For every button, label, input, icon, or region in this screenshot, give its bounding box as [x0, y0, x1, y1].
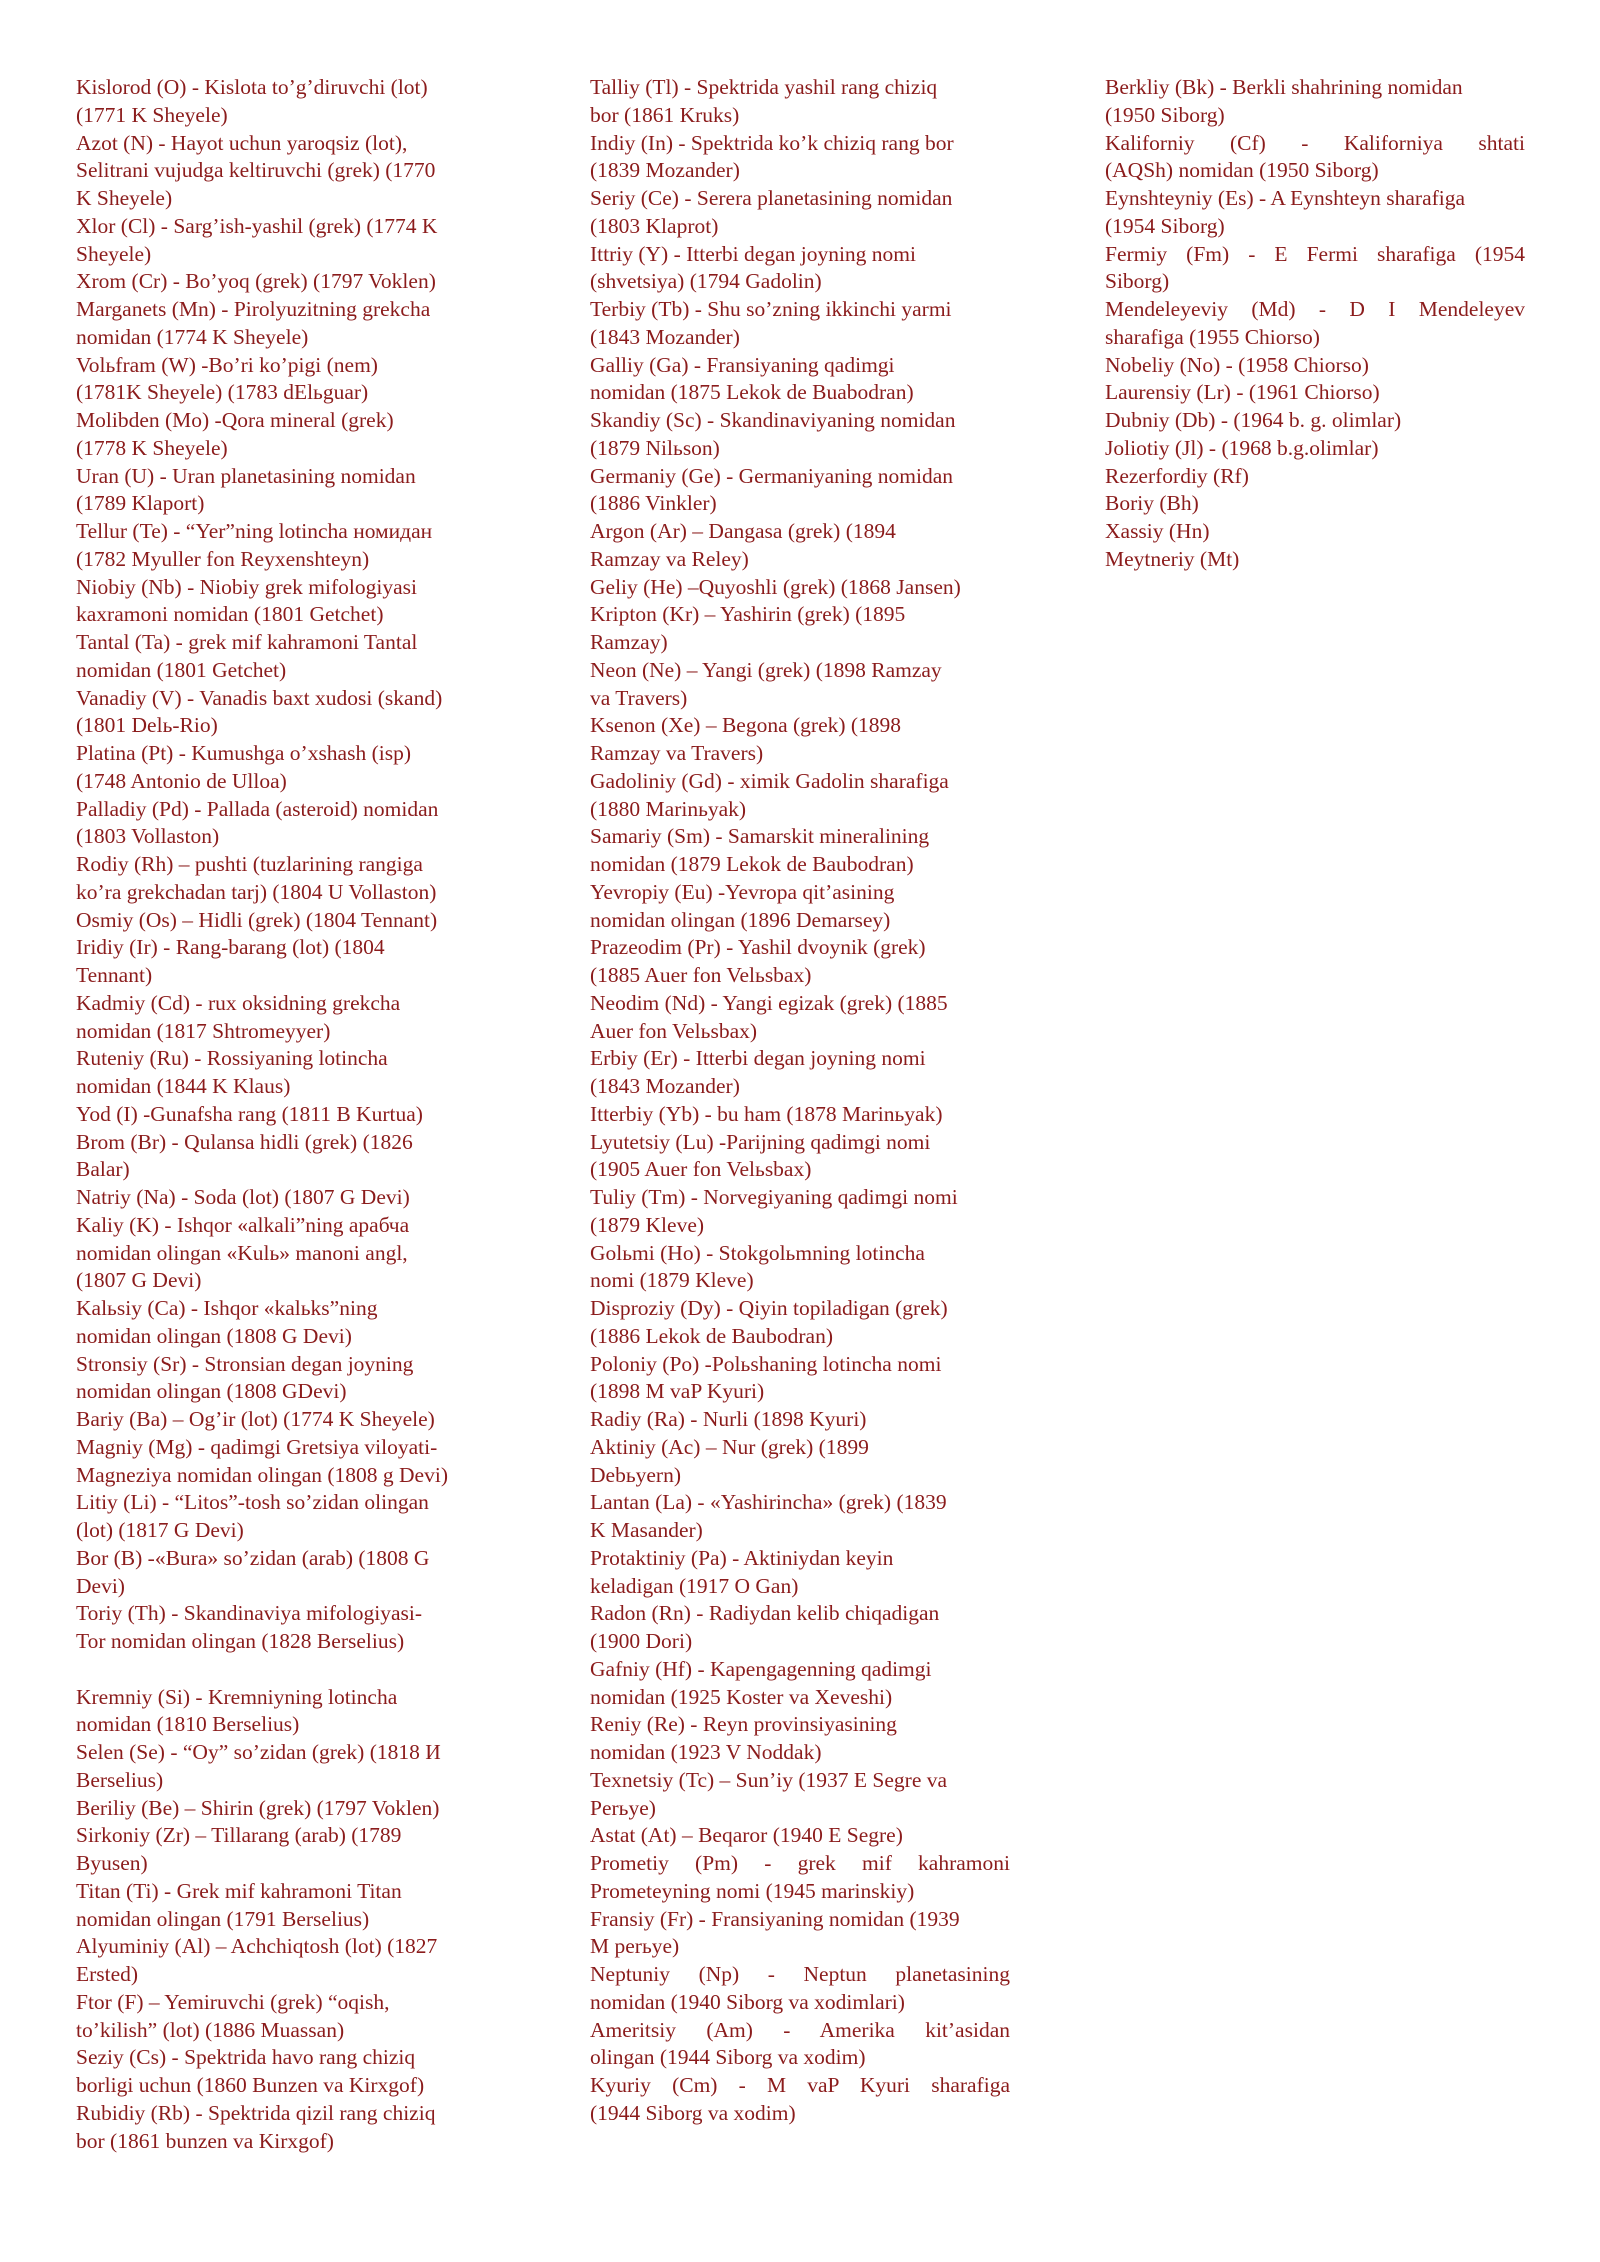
element-entry — [76, 1434, 506, 1490]
element-entry — [590, 1600, 1010, 1656]
entry-line: Tantal (Ta) - grek mif kahramoni Tantal — [76, 630, 418, 654]
element-entry — [76, 1212, 506, 1295]
column-3 — [1105, 74, 1525, 574]
element-entry — [76, 1045, 506, 1101]
element-entry — [590, 74, 1010, 130]
element-entry — [76, 934, 506, 990]
entry-line: Radiy (Ra) - Nurli (1898 Kyuri) — [590, 1407, 867, 1431]
entry-line: nomidan (1810 Berselius) — [76, 1712, 300, 1737]
entry-line: Texnetsiy (Tc) – Sun’iy (1937 E Segre va — [590, 1767, 948, 1792]
element-entry — [590, 1711, 1010, 1767]
element-entry — [590, 518, 1010, 574]
entry-line: Samariy (Sm) - Samarskit mineralining — [590, 824, 930, 849]
entry-line: (1905 Auer fon Velьsbax) — [590, 1157, 812, 1182]
element-entry — [76, 740, 506, 796]
element-entry — [1105, 518, 1525, 546]
entry-line: (1879 Nilьson) — [590, 435, 720, 460]
element-entry — [76, 1351, 506, 1407]
entry-line: Beriliy (Be) – Shirin (grek) (1797 Voklen) — [76, 1795, 440, 1820]
element-entry — [1105, 490, 1525, 518]
entry-line: Meytneriy (Mt) — [1105, 546, 1240, 571]
entry-line: (1879 Kleve) — [590, 1212, 705, 1237]
entry-line: Platina (Pt) - Kumushga o’xshash (isp) — [76, 741, 412, 765]
element-entry — [590, 1101, 1010, 1129]
entry-line: Lyutetsiy (Lu) -Parijning qadimgi nomi — [590, 1129, 931, 1154]
element-entry — [1105, 463, 1525, 491]
element-entry — [590, 990, 1010, 1046]
entry-line: Tuliy (Tm) - Norvegiyaning qadimgi nomi — [590, 1185, 958, 1209]
entry-line: Aktiniy (Ac) – Nur (grek) (1899 — [590, 1434, 869, 1459]
element-entry — [76, 907, 506, 935]
element-entry — [590, 1850, 1010, 1906]
entry-line: Magniy (Mg) - qadimgi Gretsiya viloyati- — [76, 1434, 438, 1459]
element-entry — [76, 1406, 506, 1434]
entry-line: Azot (N) - Hayot uchun yaroqsiz (lot), — [76, 130, 408, 155]
entry-line: Argon (Ar) – Dangasa (grek) (1894 — [590, 519, 896, 543]
entry-line: nomidan olingan (1896 Demarsey) — [590, 907, 891, 932]
entry-line: Sirkoniy (Zr) – Tillarang (arab) (1789 — [76, 1823, 402, 1848]
entry-line: (1803 Klaprot) — [590, 213, 719, 238]
element-entry — [590, 601, 1010, 657]
entry-line: Galliy (Ga) - Fransiyaning qadimgi — [590, 352, 895, 377]
entry-line: nomidan (1801 Getchet) — [76, 657, 287, 682]
entry-line: (1954 Siborg) — [1105, 213, 1225, 238]
element-entry — [590, 1184, 1010, 1240]
element-entry — [76, 268, 506, 296]
entry-line: Litiy (Li) - “Litos”-tosh so’zidan olingan — [76, 1490, 429, 1515]
element-entry — [76, 629, 506, 685]
entry-line: Itterbiy (Yb) - bu ham (1878 Marinьyak) — [590, 1101, 943, 1126]
entry-line: va Travers) — [590, 685, 688, 710]
entry-line: Byusen) — [76, 1851, 148, 1875]
entry-line: kaxramoni nomidan (1801 Getchet) — [76, 602, 384, 627]
entry-line: Mendeleyeviy (Md) - D I Mendeleyev — [1105, 297, 1525, 321]
element-entry — [590, 1656, 1010, 1712]
element-entry — [590, 463, 1010, 519]
entry-line: Kadmiy (Cd) - rux oksidning grekcha — [76, 990, 401, 1015]
element-entry — [1105, 379, 1525, 407]
element-entry — [590, 712, 1010, 768]
element-entry — [590, 1351, 1010, 1407]
entry-line: Fransiy (Fr) - Fransiyaning nomidan (1939 — [590, 1906, 960, 1931]
entry-line: Marganets (Mn) - Pirolyuzitning grekcha — [76, 297, 431, 321]
entry-line: Astat (At) – Beqaror (1940 E Segre) — [590, 1823, 903, 1848]
element-entry — [76, 1878, 506, 1934]
entry-line: to’kilish” (lot) (1886 Muassan) — [76, 2017, 345, 2042]
entry-line: Debьyern) — [590, 1462, 681, 1487]
entry-line: Kremniy (Si) - Kremniyning lotincha — [76, 1684, 398, 1709]
entry-line: Joliotiy (Jl) - (1968 b.g.olimlar) — [1105, 435, 1379, 460]
entry-line: nomi (1879 Kleve) — [590, 1268, 754, 1293]
entry-line: (1803 Vollaston) — [76, 824, 220, 849]
entry-line: Golьmi (Ho) - Stokgolьmning lotincha — [590, 1240, 925, 1265]
entry-line: (1789 Klaport) — [76, 491, 205, 516]
element-entry — [590, 1906, 1010, 1962]
entry-line: Ftor (F) – Yemiruvchi (grek) “oqish, — [76, 1989, 390, 2014]
entry-line: (1944 Siborg va xodim) — [590, 2100, 796, 2125]
element-entry — [76, 1795, 506, 1823]
entry-line: Yevropiy (Eu) -Yevropa qit’asining — [590, 879, 895, 904]
entry-line: Volьfram (W) -Bo’ri ko’pigi (nem) — [76, 352, 378, 377]
entry-line: Xrom (Cr) - Bo’yoq (grek) (1797 Voklen) — [76, 269, 436, 294]
entry-line: Neon (Ne) – Yangi (grek) (1898 Ramzay — [590, 657, 942, 682]
entry-line: Berselius) — [76, 1767, 164, 1792]
element-entry — [590, 1045, 1010, 1101]
element-entry — [76, 685, 506, 741]
entry-line: Xlor (Cl) - Sarg’ish-yashil (grek) (1774 K — [76, 213, 438, 238]
entry-line: nomidan (1923 V Noddak) — [590, 1740, 822, 1764]
entry-line: Alyuminiy (Al) – Achchiqtosh (lot) (1827 — [76, 1934, 438, 1959]
element-entry — [76, 990, 506, 1046]
entry-line: (1839 Mozander) — [590, 158, 740, 183]
entry-line: nomidan olingan (1808 GDevi) — [76, 1379, 347, 1404]
entry-line: Tor nomidan olingan (1828 Berselius) — [76, 1629, 405, 1653]
entry-line: Rubidiy (Rb) - Spektrida qizil rang chiziq — [76, 2100, 436, 2125]
entry-line: (1748 Antonio de Ulloa) — [76, 768, 287, 793]
entry-line: Laurensiy (Lr) - (1961 Chiorso) — [1105, 380, 1380, 405]
entry-line: Seriy (Ce) - Serera planetasining nomidan — [590, 186, 953, 210]
entry-line: Kaliforniy (Cf) - Kaliforniya shtati — [1105, 130, 1525, 155]
entry-line: (1801 Delь-Rio) — [76, 713, 218, 738]
element-entry — [590, 296, 1010, 352]
entry-line: Neptuniy (Np) - Neptun planetasining — [590, 1962, 1010, 1986]
entry-line: Molibden (Mo) -Qora mineral (grek) — [76, 408, 394, 432]
element-entry — [590, 1822, 1010, 1850]
entry-line: Perьye) — [590, 1795, 656, 1820]
entry-line: nomidan (1774 K Sheyele) — [76, 324, 309, 349]
element-entry — [1105, 74, 1525, 130]
element-entry — [76, 1101, 506, 1129]
element-entry — [76, 74, 506, 130]
element-entry — [590, 1767, 1010, 1823]
element-entry — [590, 1489, 1010, 1545]
entry-line: Berkliy (Bk) - Berkli shahrining nomidan — [1105, 75, 1463, 99]
entry-line: Balar) — [76, 1157, 130, 1182]
element-entry — [76, 296, 506, 352]
entry-line: (1900 Dori) — [590, 1629, 693, 1653]
entry-line: nomidan olingan (1791 Berselius) — [76, 1906, 370, 1931]
element-entry — [76, 518, 506, 574]
entry-line: nomidan (1925 Koster va Xeveshi) — [590, 1684, 893, 1709]
element-entry — [590, 1295, 1010, 1351]
element-entry — [76, 1684, 506, 1740]
entry-line: Nobeliy (No) - (1958 Chiorso) — [1105, 352, 1369, 377]
element-entry — [76, 463, 506, 519]
element-entry — [76, 1739, 506, 1795]
entry-line: (shvetsiya) (1794 Gadolin) — [590, 269, 822, 294]
entry-line: Kyuriy (Cm) - M vaP Kyuri sharafiga — [590, 2073, 1010, 2097]
entry-line: ko’ra grekchadan tarj) (1804 U Vollaston) — [76, 879, 437, 904]
entry-line: Neodim (Nd) - Yangi egizak (grek) (1885 — [590, 990, 948, 1015]
element-entry — [1105, 130, 1525, 186]
element-entry — [76, 1933, 506, 1989]
element-entry — [76, 2100, 506, 2156]
entry-line: (1771 K Sheyele) — [76, 102, 228, 127]
entry-line: Uran (U) - Uran planetasining nomidan — [76, 463, 416, 488]
element-entry — [1105, 546, 1525, 574]
entry-line: Natriy (Na) - Soda (lot) (1807 G Devi) — [76, 1185, 410, 1209]
entry-line: Selen (Se) - “Oy” so’zidan (grek) (1818 И — [76, 1740, 441, 1764]
entry-line: Seziy (Cs) - Spektrida havo rang chiziq — [76, 2045, 416, 2070]
entry-line: Erbiy (Er) - Itterbi degan joyning nomi — [590, 1046, 926, 1071]
entry-line: (lot) (1817 G Devi) — [76, 1518, 244, 1542]
entry-line: Prometiy (Pm) - grek mif kahramoni — [590, 1851, 1010, 1875]
element-entry — [76, 1129, 506, 1185]
entry-line: (1885 Auer fon Velьsbax) — [590, 963, 812, 987]
entry-line: Iridiy (Ir) - Rang-barang (lot) (1804 — [76, 935, 385, 960]
element-entry — [76, 851, 506, 907]
element-entry — [76, 796, 506, 852]
entry-line: bor (1861 Kruks) — [590, 102, 740, 127]
entry-line: Disproziy (Dy) - Qiyin topiladigan (grek) — [590, 1296, 948, 1320]
entry-line: Siborg) — [1105, 269, 1170, 294]
element-entry — [1105, 185, 1525, 241]
element-entry — [590, 2072, 1010, 2128]
entry-line: (1843 Mozander) — [590, 324, 740, 349]
entry-line: Yod (I) -Gunafsha rang (1811 B Kurtua) — [76, 1101, 423, 1126]
element-entry — [590, 1545, 1010, 1601]
entry-line: nomidan olingan «Kulь» manoni angl, — [76, 1240, 408, 1265]
entry-line: Kaliy (K) - Ishqor «alkali”ning арабча — [76, 1212, 410, 1237]
entry-line: Prazeodim (Pr) - Yashil dvoynik (grek) — [590, 935, 926, 960]
entry-line: Kripton (Kr) – Yashirin (grek) (1895 — [590, 602, 906, 627]
entry-line: Talliy (Tl) - Spektrida yashil rang chiziq — [590, 75, 938, 99]
entry-line: Vanadiy (V) - Vanadis baxt xudosi (skand) — [76, 685, 443, 710]
element-entry — [590, 185, 1010, 241]
entry-line: Gafniy (Hf) - Kapengagenning qadimgi — [590, 1656, 932, 1681]
element-entry — [76, 352, 506, 408]
entry-line: Terbiy (Tb) - Shu so’zning ikkinchi yarmi — [590, 297, 952, 321]
entry-line: Dubniy (Db) - (1964 b. g. olimlar) — [1105, 408, 1402, 432]
element-entry — [590, 1129, 1010, 1185]
entry-line: K Masander) — [590, 1518, 703, 1542]
entry-line: Radon (Rn) - Radiydan kelib chiqadigan — [590, 1601, 940, 1626]
entry-line: (1782 Myuller fon Reyxenshteyn) — [76, 546, 370, 571]
entry-line: (1781K Sheyele) (1783 dElьguar) — [76, 380, 369, 405]
entry-line: Eynshteyniy (Es) - A Eynshteyn sharafiga — [1105, 186, 1466, 210]
entry-line: Xassiy (Hn) — [1105, 519, 1210, 543]
entry-line: Sheyele) — [76, 241, 152, 266]
entry-line: Niobiy (Nb) - Niobiy grek mifologiyasi — [76, 574, 417, 599]
entry-line: (1843 Mozander) — [590, 1074, 740, 1098]
entry-line: Rezerfordiy (Rf) — [1105, 463, 1249, 488]
element-entry — [590, 934, 1010, 990]
entry-line: Tennant) — [76, 963, 153, 987]
entry-line: (1807 G Devi) — [76, 1268, 202, 1293]
entry-line: K Sheyele) — [76, 186, 173, 210]
entry-line: nomidan (1940 Siborg va xodimlari) — [590, 1989, 905, 2014]
entry-line: Auer fon Velьsbax) — [590, 1018, 758, 1043]
spacer — [76, 1656, 506, 1684]
element-entry — [590, 352, 1010, 408]
element-entry — [1105, 407, 1525, 435]
element-entry — [590, 1434, 1010, 1490]
entry-line: Magneziya nomidan olingan (1808 g Devi) — [76, 1462, 448, 1487]
entry-line: Skandiy (Sc) - Skandinaviyaning nomidan — [590, 408, 956, 432]
entry-line: (1950 Siborg) — [1105, 102, 1225, 127]
entry-line: Ittriy (Y) - Itterbi degan joyning nomi — [590, 241, 917, 266]
element-entry — [590, 574, 1010, 602]
entry-line: Selitrani vujudga keltiruvchi (grek) (1770 — [76, 158, 436, 183]
entry-line: Poloniy (Po) -Polьshaning lotincha nomi — [590, 1351, 942, 1376]
element-entry — [590, 241, 1010, 297]
entry-line: nomidan (1875 Lekok de Buabodran) — [590, 380, 914, 405]
entry-line: Tellur (Te) - “Yer”ning lotincha номидан — [76, 519, 433, 543]
entry-line: Germaniy (Ge) - Germaniyaning nomidan — [590, 463, 953, 488]
element-entry — [1105, 352, 1525, 380]
element-entry — [590, 768, 1010, 824]
element-entry — [76, 1600, 506, 1656]
entry-line: Reniy (Re) - Reyn provinsiyasining — [590, 1712, 897, 1737]
entry-line: (1778 K Sheyele) — [76, 435, 228, 460]
column-1 — [76, 74, 506, 2155]
entry-line: nomidan (1817 Shtromeyyer) — [76, 1018, 331, 1043]
entry-line: borligi uchun (1860 Bunzen va Kirxgof) — [76, 2073, 425, 2097]
element-entry — [590, 2017, 1010, 2073]
element-entry — [76, 1184, 506, 1212]
entry-line: Protaktiniy (Pa) - Aktiniydan keyin — [590, 1545, 894, 1570]
entry-line: Osmiy (Os) – Hidli (grek) (1804 Tennant) — [76, 907, 438, 932]
element-entry — [76, 574, 506, 630]
entry-line: Bor (B) -«Bura» so’zidan (arab) (1808 G — [76, 1545, 430, 1570]
entry-line: Ksenon (Xe) – Begona (grek) (1898 — [590, 713, 902, 738]
entry-line: Palladiy (Pd) - Pallada (asteroid) nomidan — [76, 796, 439, 821]
entry-line: (1886 Lekok de Baubodran) — [590, 1323, 833, 1348]
entry-line: olingan (1944 Siborg va xodim) — [590, 2045, 866, 2070]
entry-line: Brom (Br) - Qulansa hidli (grek) (1826 — [76, 1129, 413, 1154]
entry-line: Gadoliniy (Gd) - ximik Gadolin sharafiga — [590, 768, 949, 793]
entry-line: Prometeyning nomi (1945 marinskiy) — [590, 1878, 915, 1903]
element-entry — [590, 879, 1010, 935]
entry-line: Bariy (Ba) – Og’ir (lot) (1774 K Sheyele) — [76, 1407, 435, 1431]
element-entry — [590, 1240, 1010, 1296]
entry-line: Ramzay va Travers) — [590, 741, 764, 765]
entry-line: nomidan (1844 K Klaus) — [76, 1074, 291, 1098]
entry-line: Ameritsiy (Am) - Amerika kit’asidan — [590, 2017, 1010, 2042]
element-entry — [76, 213, 506, 269]
element-entry — [76, 2044, 506, 2100]
entry-line: bor (1861 bunzen va Kirxgof) — [76, 2128, 334, 2153]
entry-line: Devi) — [76, 1573, 125, 1598]
entry-line: Kislorod (O) - Kislota to’g’diruvchi (lot) — [76, 75, 428, 99]
entry-line: Titan (Ti) - Grek mif kahramoni Titan — [76, 1878, 402, 1903]
element-entry — [590, 130, 1010, 186]
entry-line: Geliy (He) –Quyoshli (grek) (1868 Jansen) — [590, 574, 961, 599]
element-entry — [590, 823, 1010, 879]
entry-line: Rodiy (Rh) – pushti (tuzlarining rangiga — [76, 852, 423, 876]
entry-line: Ramzay) — [590, 630, 668, 654]
element-entry — [590, 657, 1010, 713]
entry-line: Boriy (Bh) — [1105, 491, 1199, 516]
entry-line: (1898 M vaP Kyuri) — [590, 1379, 765, 1404]
element-entry — [76, 1545, 506, 1601]
entry-line: (1886 Vinkler) — [590, 491, 717, 516]
element-entry — [1105, 241, 1525, 297]
entry-line: Ersted) — [76, 1962, 139, 1986]
entry-line: Ramzay va Releу) — [590, 546, 749, 571]
entry-line: Lantan (La) - «Yashirincha» (grek) (1839 — [590, 1490, 947, 1515]
element-entry — [76, 407, 506, 463]
element-entry — [1105, 435, 1525, 463]
element-entry — [590, 1961, 1010, 2017]
column-2 — [590, 74, 1010, 2128]
entry-line: Kalьsiy (Ca) - Ishqor «kalьks”ning — [76, 1296, 378, 1320]
entry-line: sharafiga (1955 Chiorso) — [1105, 324, 1320, 349]
entry-line: Ruteniy (Ru) - Rossiyaning lotincha — [76, 1046, 388, 1071]
entry-line: (AQSh) nomidan (1950 Siborg) — [1105, 158, 1379, 183]
entry-line: keladigan (1917 O Gan) — [590, 1573, 799, 1598]
element-entry — [590, 407, 1010, 463]
entry-line: Toriy (Th) - Skandinaviya mifologiyasi- — [76, 1601, 423, 1626]
element-entry — [1105, 296, 1525, 352]
element-entry — [590, 1406, 1010, 1434]
element-entry — [76, 1489, 506, 1545]
entry-line: nomidan (1879 Lekok de Baubodran) — [590, 852, 914, 876]
entry-line: nomidan olingan (1808 G Devi) — [76, 1323, 352, 1348]
element-entry — [76, 1295, 506, 1351]
entry-line: Stronsiy (Sr) - Stronsian degan joyning — [76, 1351, 414, 1376]
element-entry — [76, 1822, 506, 1878]
element-entry — [76, 130, 506, 213]
entry-line: (1880 Marinьyak) — [590, 796, 747, 821]
element-entry — [76, 1989, 506, 2045]
entry-line: Indiy (In) - Spektrida ko’k chiziq rang bor — [590, 130, 954, 155]
entry-line: Fermiy (Fm) - E Fermi sharafiga (1954 — [1105, 241, 1525, 266]
entry-line: M perьye) — [590, 1934, 680, 1959]
